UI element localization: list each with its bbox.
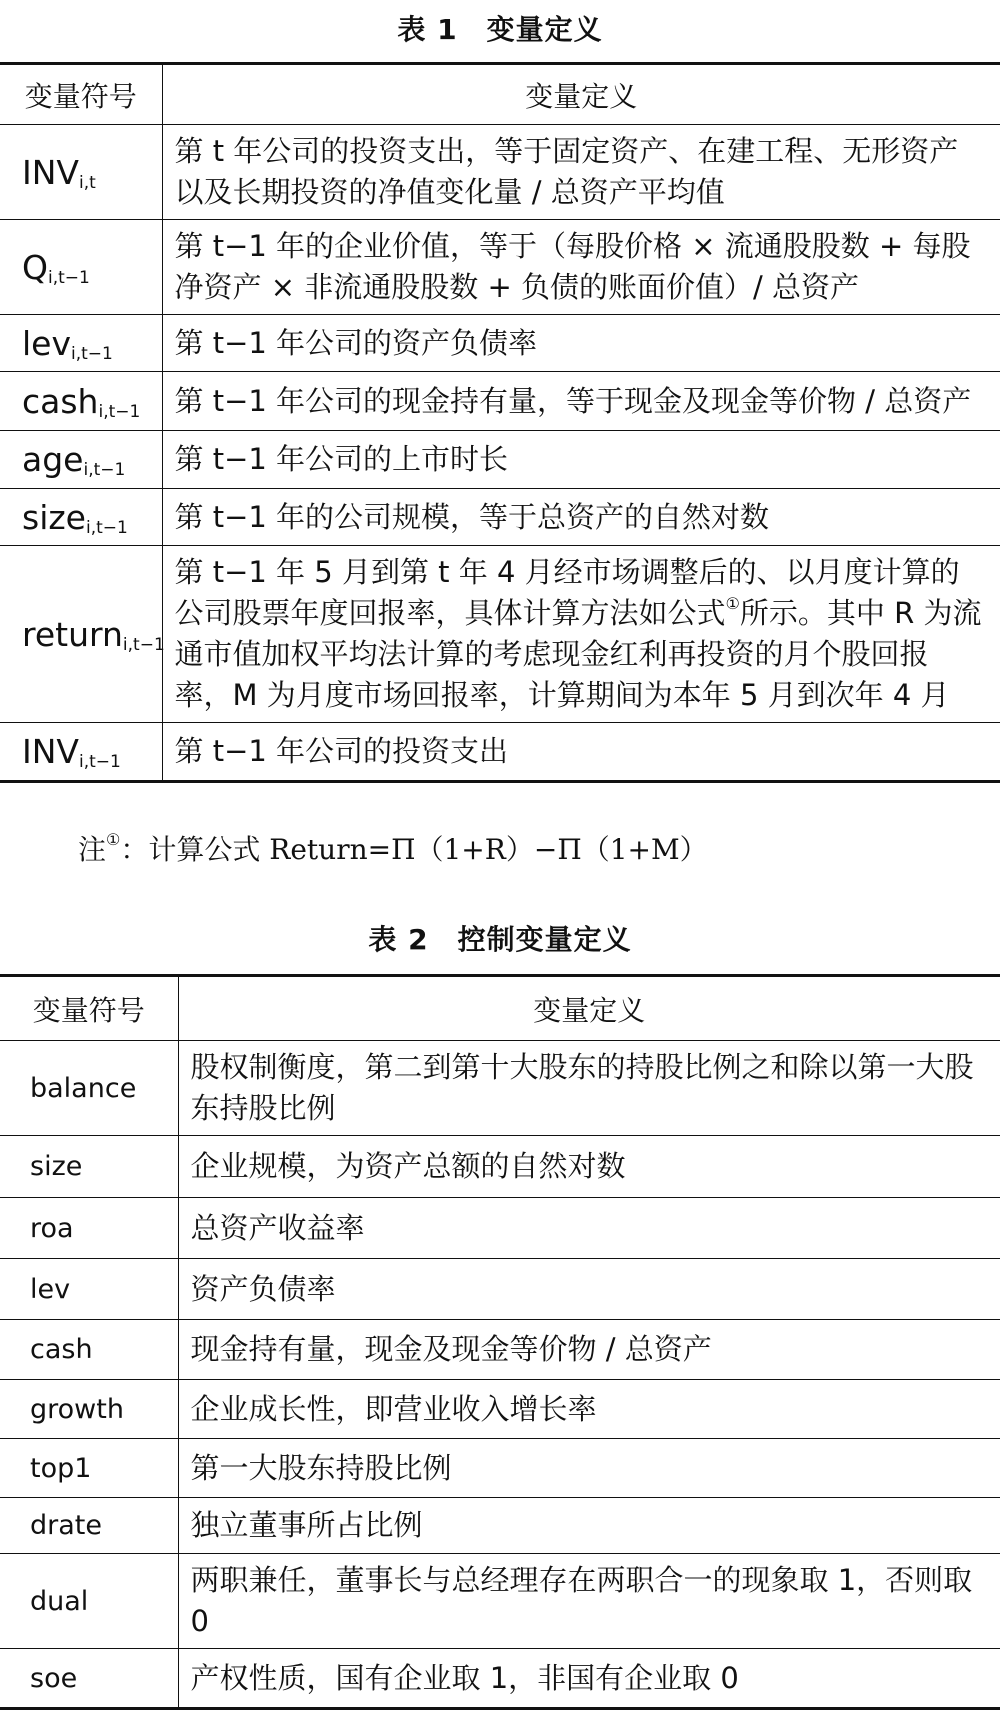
variable-definition: 企业成长性，即营业收入增长率 (178, 1380, 1000, 1439)
variable-definition: 总资产收益率 (178, 1198, 1000, 1259)
variable-definition: 第 t−1 年的公司规模，等于总资产的自然对数 (162, 489, 1000, 546)
variable-definition (162, 546, 1000, 723)
table2-header-row (0, 976, 1000, 1041)
variable-symbol (0, 220, 162, 315)
symbol-subscript: i,t−1 (122, 634, 165, 655)
symbol-base: return (22, 614, 123, 654)
variable-definition: 企业规模，为资产总额的自然对数 (178, 1136, 1000, 1198)
variable-definition: 第 t−1 年公司的投资支出 (162, 723, 1000, 782)
symbol-base: age (22, 440, 84, 479)
table-row (0, 372, 1000, 431)
table-row (0, 315, 1000, 372)
table1-header-symbol: 变量符号 (0, 64, 162, 125)
table-row (0, 1136, 1000, 1198)
symbol-base: size (22, 497, 86, 537)
footnote-prefix: 注 (78, 833, 107, 866)
table2-header-definition: 变量定义 (178, 976, 1000, 1041)
variable-definition: 第一大股东持股比例 (178, 1439, 1000, 1498)
footnote-mark: ① (725, 594, 740, 613)
variable-symbol: size (0, 1136, 178, 1198)
symbol-subscript: i,t−1 (79, 752, 121, 772)
footnote-text: ：计算公式 Return=Π（1+R）−Π（1+M） (120, 833, 708, 866)
symbol-base: cash (22, 381, 99, 421)
table-row (0, 1320, 1000, 1380)
variable-symbol (0, 125, 162, 220)
variable-definition: 独立董事所占比例 (178, 1498, 1000, 1554)
table2-header-symbol: 变量符号 (0, 976, 178, 1041)
variable-definition: 资产负债率 (178, 1259, 1000, 1320)
variable-definition: 产权性质，国有企业取 1，非国有企业取 0 (178, 1649, 1000, 1709)
table-row (0, 1498, 1000, 1554)
table-row (0, 1554, 1000, 1649)
definition-text: 第 t−1 年 5 月到第 t 年 4 月经市场调整后的、以月度计算的公司股票年度回报率，具体计算方法如公式 (174, 555, 960, 630)
table-row (0, 489, 1000, 546)
variable-symbol: dual (0, 1554, 178, 1649)
variable-definition-table (0, 62, 1000, 783)
variable-symbol: roa (0, 1198, 178, 1259)
variable-symbol: drate (0, 1498, 178, 1554)
table1-container (0, 62, 1000, 783)
variable-symbol (0, 546, 165, 723)
table-row (0, 1041, 1000, 1136)
table1-title: 表 1 变量定义 (397, 13, 603, 46)
table-row (0, 1649, 1000, 1709)
table-row (0, 220, 1000, 315)
symbol-subscript: i,t−1 (47, 267, 90, 288)
variable-symbol (0, 315, 162, 372)
table1-header-row (0, 64, 1000, 125)
symbol-subscript: i,t−1 (83, 460, 126, 480)
definition-text-continued: 所示。其中 R 为流通市值加权平均法计算的考虑现金红利再投资的月个股回报率，M 为月度市场回报率，计算期间为本年 5 月到次年 4 月 (174, 596, 982, 712)
variable-definition: 第 t−1 年公司的资产负债率 (162, 315, 1000, 372)
variable-definition: 第 t 年公司的投资支出，等于固定资产、在建工程、无形资产以及长期投资的净值变化量 / 总资产平均值 (174, 134, 959, 209)
variable-symbol: growth (0, 1380, 178, 1439)
symbol-base: lev (22, 323, 72, 363)
table-row (0, 1439, 1000, 1498)
variable-symbol (0, 723, 162, 782)
variable-definition: 第 t−1 年公司的上市时长 (162, 431, 1000, 489)
variable-symbol (0, 431, 162, 489)
variable-symbol: cash (0, 1320, 178, 1380)
footnote-mark: ① (106, 830, 121, 849)
table-row (0, 546, 1000, 723)
symbol-subscript: i,t (79, 172, 96, 193)
variable-symbol: lev (0, 1259, 178, 1320)
table-row (0, 125, 1000, 220)
table-row (0, 1259, 1000, 1320)
variable-definition: 现金持有量，现金及现金等价物 / 总资产 (178, 1320, 1000, 1380)
variable-definition: 股权制衡度，第二到第十大股东的持股比例之和除以第一大股东持股比例 (190, 1050, 974, 1125)
table2-container (0, 974, 1000, 1710)
symbol-base: INV (22, 732, 79, 771)
symbol-base: INV (22, 152, 79, 192)
variable-symbol (0, 372, 162, 431)
variable-symbol: soe (0, 1649, 178, 1709)
symbol-subscript: i,t−1 (98, 401, 141, 422)
table-row (0, 431, 1000, 489)
table1-footnote (78, 828, 708, 868)
symbol-base: Q (22, 247, 48, 287)
table-row (0, 1198, 1000, 1259)
variable-definition: 第 t−1 年公司的现金持有量，等于现金及现金等价物 / 总资产 (162, 372, 1000, 431)
variable-definition: 第 t−1 年的企业价值，等于（每股价格 × 流通股股数 + 每股净资产 × 非流通股股数 + 负债的账面价值）/ 总资产 (162, 220, 1000, 315)
table2-title: 表 2 控制变量定义 (368, 923, 632, 956)
table-row (0, 723, 1000, 782)
variable-symbol (0, 489, 162, 546)
table1-header-definition: 变量定义 (162, 64, 1000, 125)
symbol-subscript: i,t−1 (71, 343, 113, 364)
variable-symbol: top1 (0, 1439, 178, 1498)
variable-definition: 两职兼任，董事长与总经理存在两职合一的现象取 1，否则取 0 (178, 1554, 1000, 1649)
table-row (0, 1380, 1000, 1439)
variable-symbol: balance (0, 1041, 178, 1136)
symbol-subscript: i,t−1 (86, 517, 128, 538)
control-variable-table (0, 974, 1000, 1710)
